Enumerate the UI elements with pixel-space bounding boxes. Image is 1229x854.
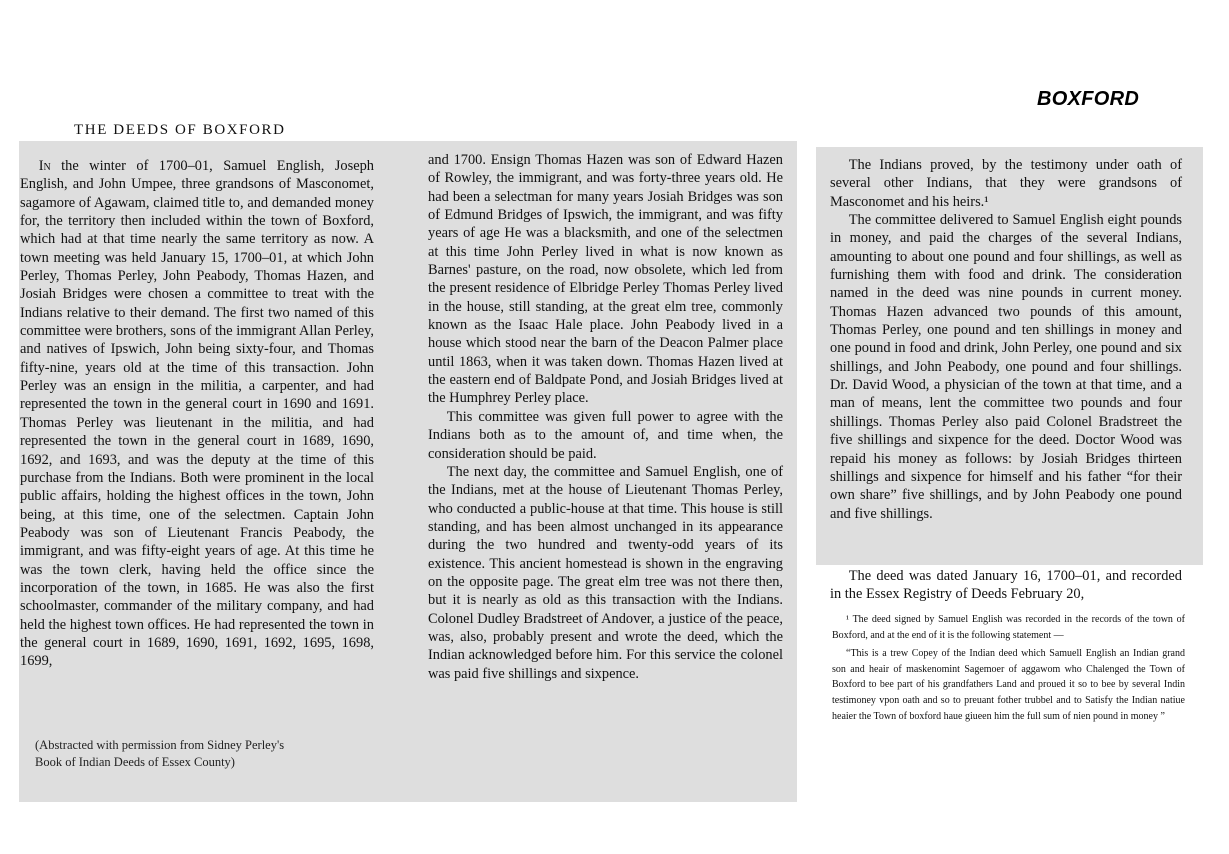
source-caption [35, 737, 365, 771]
column-three-paragraph-1: The Indians proved, by the testimony under oath of several other Indians, that they were grandsons of Masconomet and his heirs.¹ [830, 157, 1182, 210]
column-two [428, 151, 783, 683]
page-title: THE DEEDS OF BOXFORD [74, 122, 286, 138]
column-two-paragraph-1: and 1700. Ensign Thomas Hazen was son of Edward Hazen of Rowley, the immigrant, and was forty-three years old. He had been a selectman for many years Josiah Bridges was son of Edmund Bridges of Ipswich, the immigrant, and was fifty years of age He was a blacksmith, and one of the selectmen at this time John Perley lived in what is now known as Barnes' pasture, on the road, now obsolete, which led from the present residence of Elbridge Perley Thomas Perley lived in the house, still standing, at the great elm tree, commonly known as the Isaac Hale place. John Peabody lived in a house which stood near the barn of the Deacon Palmer place until 1863, when it was taken down. Thomas Hazen lived at the eastern end of Baldpate Pond, and Josiah Bridges lived at the Humphrey Perley place. [428, 152, 783, 407]
brand-title: BOXFORD [1037, 88, 1140, 110]
footnote-quote: “This is a trew Copey of the Indian deed which Samuell English an Indian grand son and heair of maskenomint Sagemoer of aggawom who Chalenged the Town of Boxford to bee part of his grandfathers Land and proued it so to bee by several Indin testimoney vpon oath and so to preuant fother trubbel and to Satisfy the Indian natiue heaier the Town of boxford haue giueen him the full sum of nien pound in money ” [832, 648, 1185, 722]
caption-line-2: Book of Indian Deeds of Essex County) [35, 755, 235, 769]
column-three [830, 156, 1182, 523]
drop-lead-word: In [38, 158, 51, 174]
column-one-paragraph [20, 157, 374, 671]
column-two-paragraph-3: The next day, the committee and Samuel English, one of the Indians, met at the house of Lieutenant Thomas Perley, who conducted a public-house at that time. This house is still standing, and has been almost unchanged in its appearance during the two hundred and twenty-odd years of its existence. This ancient homestead is shown in the engraving on the opposite page. The great elm tree was not there then, but it is nearly as old as this transaction with the Indians. Colonel Dudley Bradstreet of Andover, a justice of the peace, was, also, probably present and wrote the deed, which the Indian acknowledged before him. For this service the colonel was paid five shillings and sixpence. [428, 463, 783, 682]
column-three-paragraph-2: The committee delivered to Samuel English eight pounds in money, and paid the charges of the several Indians, amounting to about one pound and four shillings, as well as furnishing them with food and drink. The consideration named in the deed was nine pounds in current money. Thomas Hazen advanced two pounds of this amount, Thomas Perley, one pound and ten shillings in money and one pound in food and drink, John Perley, one pound and six shillings, and John Peabody, one pound and four shillings. Dr. David Wood, a physician of the town at that time, and a man of means, lent the committee two pounds and four shillings. Thomas Perley also paid Colonel Bradstreet the five shillings and sixpence for the deed. Doctor Wood was repaid his money as follows: by Josiah Bridges thirteen shillings and sixpence for himself and his father “for their own share” five shillings, and by John Peabody one pound and five shillings. [830, 212, 1182, 522]
column-three-paragraph-3: The deed was dated January 16, 1700–01, and recorded in the Essex Registry of Deeds February 20, [830, 568, 1182, 603]
caption-line-1: (Abstracted with permission from Sidney Perley's [35, 738, 285, 752]
footnotes [832, 612, 1185, 724]
footnote-1: ¹ The deed signed by Samuel English was recorded in the records of the town of Boxford, and at the end of it is the following statement — [832, 614, 1185, 641]
column-one-text: the winter of 1700–01, Samuel English, Joseph English, and John Umpee, three grandsons of Masconomet, sagamore of Agawam, claimed title to, and demanded money for, the territory then included within the town of Boxford, which had at that time nearly the same territory as now. A town meeting was held January 15, 1700–01, at which John Perley, Thomas Perley, John Peabody, Thomas Hazen, and Josiah Bridges were chosen a committee to treat with the Indians relative to their demand. The first two named of this committee were brothers, sons of the immigrant Allan Perley, and natives of Ipswich, John being sixty-four, and Thomas fifty-nine, years old at the time of this transaction. John Perley was an ensign in the militia, a carpenter, and had represented the town in the general court in 1690 and 1691. Thomas Perley was lieutenant in the militia, and had represented the town in the general court in 1689, 1690, 1692, and 1693, and was the deputy at the time of this purchase from the Indians. Both were prominent in the local public affairs, holding the highest offices in the town, John being, at this time, one of the selectmen. Captain John Peabody was son of Lieutenant Francis Peabody, the immigrant, and was fifty-eight years of age. At this time he was the town clerk, having held the office since the incorporation of the town, in 1685. He was also the first schoolmaster, commander of the military company, and had held the highest town offices. He had represented the town in the general court in 1689, 1690, 1691, 1692, 1695, 1698, 1699, [20, 158, 374, 670]
column-two-paragraph-2: This committee was given full power to agree with the Indians both as to the amount of, and time when, the consideration should be paid. [428, 408, 783, 462]
column-three-continued [830, 567, 1182, 604]
column-one [20, 157, 374, 671]
